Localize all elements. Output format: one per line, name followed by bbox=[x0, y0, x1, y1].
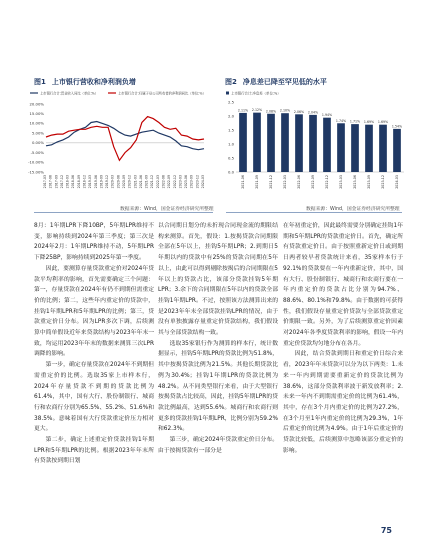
x-tick-label: 2019-03 bbox=[88, 175, 93, 189]
figure2-chart bbox=[220, 88, 410, 208]
y-tick-label: 10.00% bbox=[29, 120, 44, 126]
figure2-divider bbox=[226, 212, 402, 213]
series-line bbox=[46, 122, 204, 150]
x-tick-label: 2022-06 bbox=[161, 175, 166, 189]
bar-value-label: 1.54% bbox=[391, 124, 403, 129]
y-tick-label: 1.5 bbox=[227, 127, 234, 133]
x-tick-label: 2022-03 bbox=[155, 175, 160, 189]
legend-swatch bbox=[226, 92, 229, 95]
text-column-3 bbox=[283, 221, 403, 456]
x-tick-label: 2024-03 bbox=[201, 175, 205, 189]
x-tick-label: 2017-03 bbox=[43, 175, 47, 189]
x-tick-label: 2018-09 bbox=[76, 175, 81, 189]
bar bbox=[351, 124, 359, 172]
x-tick-label: 2021-06 bbox=[241, 175, 246, 189]
text-column-1 bbox=[34, 221, 154, 467]
x-tick-label: 2022-12 bbox=[325, 175, 330, 189]
x-tick-label: 2018-06 bbox=[71, 175, 76, 189]
x-tick-label: 2021-09 bbox=[255, 175, 260, 189]
x-tick-label: 2022-12 bbox=[172, 175, 177, 189]
x-tick-label: 2023-06 bbox=[353, 175, 358, 189]
text-column-2 bbox=[158, 221, 278, 456]
x-tick-label: 2023-03 bbox=[178, 175, 183, 189]
paragraph: 因此，要测算存量贷款重定价对2024年贷款平均利率的影响，首先需要确定三个问题：第一，存量贷款在2024年有仍不到期但需重定价的比例；第二，这些年内重定价的贷款中，挂钩1年期LPR和5年期LPR的比例；第三，贷款重定价日分布。因为LPR多次下调，后续测算中简单假设近年来贷款结构与2023年年末一致，均运用2023年年末的数据来测算三次LPR调降的影响。 bbox=[34, 265, 154, 358]
x-tick-label: 2020-09 bbox=[122, 175, 126, 189]
legend-entry: 上市银行合计:净息差（单位:%） bbox=[231, 91, 281, 96]
paragraph: 第三步，确定2024年贷款重定价日分布。由于按揭贷款有一部分是 bbox=[158, 437, 278, 454]
bar bbox=[267, 114, 275, 172]
x-tick-label: 2021-09 bbox=[144, 175, 149, 189]
bar-value-label: 2.06% bbox=[293, 109, 305, 114]
x-tick-label: 2023-06 bbox=[184, 175, 189, 189]
paragraph: 因此，结合贷款到期日和重定价日综合来看，2023年年末贷款可以分为以下两类：1.未来一年内到期需要重新定价的贷款比例为38.6%，这部分贷款利率波于新发放利率；2.未来一年内不到期需重定价的比例为61.4%，其中，存在3个月内重定价的比例为27.2%，在3个月至1年内重定价的比例为29.3%，1年后重定价的比例为4.9%。由于1年后重定价的贷款比较低，后续测算中忽略该部分重定价的影响。 bbox=[283, 351, 403, 454]
x-tick-label: 2023-12 bbox=[381, 175, 386, 189]
figure2-source: 数据来源：Wind，国金证券经济研究所整理 bbox=[306, 207, 400, 212]
y-tick-label: -15.00% bbox=[28, 169, 44, 175]
x-tick-label: 2018-12 bbox=[82, 175, 87, 189]
page-number: 75 bbox=[380, 526, 392, 535]
bar-value-label: 2.08% bbox=[265, 109, 277, 114]
bar-value-label: 1.71% bbox=[349, 119, 361, 124]
y-tick-label: 20.00% bbox=[29, 101, 44, 107]
paragraph: 8月：1年期LPR下降10BP，5年期LPR维持不变，影响持续到2024年第三季度；第三次是2024年2月：1年期LPR维持不动，5年期LPR下降25BP，影响持续到2025年第一季度。 bbox=[34, 223, 154, 262]
legend-entry: 上市银行合计:归属于母公司所有者的净利润同比（单位:%） bbox=[118, 91, 206, 96]
figure1-title bbox=[34, 77, 136, 87]
figure2-caption: 净息差已降至罕见低的水平 bbox=[242, 78, 327, 86]
bar bbox=[337, 123, 345, 172]
bar-value-label: 2.12% bbox=[251, 108, 263, 113]
x-tick-label: 2022-09 bbox=[311, 175, 316, 189]
x-tick-label: 2023-12 bbox=[195, 175, 200, 189]
y-tick-label: 15.00% bbox=[29, 111, 44, 117]
bar-value-label: 1.94% bbox=[321, 113, 333, 118]
bar-value-label: 2.10% bbox=[279, 108, 291, 113]
x-tick-label: 2022-09 bbox=[167, 175, 172, 189]
legend-entry: 上市银行合计:营业收入同比（单位:%） bbox=[40, 91, 99, 96]
y-tick-label: -10.00% bbox=[28, 159, 44, 165]
paragraph: 第二步，确定上述重定价贷款挂钩1年期LPR和5年期LPR的比例。根据2023年年末所有贷款按到期日划 bbox=[34, 437, 154, 465]
figure1-chart bbox=[24, 88, 212, 208]
figure2-title bbox=[225, 77, 327, 87]
x-tick-label: 2017-06 bbox=[48, 175, 53, 189]
y-tick-label: 2.0 bbox=[227, 113, 234, 119]
bar bbox=[281, 113, 289, 172]
bar bbox=[365, 125, 373, 172]
x-tick-label: 2020-03 bbox=[110, 175, 115, 189]
y-tick-label: 0.5 bbox=[227, 155, 234, 161]
x-tick-label: 2017-09 bbox=[54, 175, 59, 189]
x-tick-label: 2021-06 bbox=[138, 175, 143, 189]
x-tick-label: 2022-06 bbox=[297, 175, 302, 189]
x-tick-label: 2020-12 bbox=[127, 175, 132, 189]
x-tick-label: 2018-03 bbox=[65, 175, 70, 189]
paragraph: 在年初重定价，因此最终需要分别确定挂钩1年期和5年期LPR的贷款重定价日。首先，确定所有贷款重定价日。由于按照重新定价日或到期日两者较早者贷款统计来看，35家样本行于92.1%的贷款要在一年内重新定价，其中，国有大行、股份制银行、城商行和农商行要在一年内重定价的贷款占比分别为94.7%、88.6%、80.1%和79.8%。由于数据的可获得性，我们假设存量重定价贷款与全部贷款重定价期限一致。另外，为了后续测算重定价因素对2024年各季度贷款利率的影响，假设一年内重定价贷款均匀地分布在各月。 bbox=[283, 223, 403, 347]
bar bbox=[253, 113, 261, 172]
y-tick-label: 5.00% bbox=[31, 130, 44, 136]
x-tick-label: 2024-03 bbox=[395, 175, 400, 189]
y-tick-label: 1.0 bbox=[227, 141, 234, 147]
bar bbox=[323, 118, 331, 172]
x-tick-label: 2021-12 bbox=[150, 175, 155, 189]
x-tick-label: 2023-03 bbox=[339, 175, 344, 189]
x-tick-label: 2023-09 bbox=[367, 175, 372, 189]
y-tick-label: -5.00% bbox=[30, 149, 44, 155]
y-tick-label: 0.00% bbox=[31, 140, 44, 146]
bar bbox=[295, 114, 303, 172]
bar-value-label: 1.69% bbox=[377, 120, 389, 125]
x-tick-label: 2019-12 bbox=[105, 175, 110, 189]
x-tick-label: 2023-09 bbox=[189, 175, 194, 189]
paragraph: 选取35家银行作为测算的样本行，统计数据显示，挂钩5年期LPR的贷款比例为51.8%，其中按揭贷款比例为21.5%。其他长期贷款比例为30.4%；挂钩1年期LPR的贷款比例为48.2%。从不同类型银行来看，由于大型银行按揭贷款占比较高，因此，挂钩5年期LPR的贷款比例最高，达到55.6%。城商行和农商行则更多的贷款挂钩1年期LPR，比例分别为59.2%和62.3%。 bbox=[158, 340, 278, 433]
figure1-number: 图1 bbox=[34, 78, 46, 86]
x-tick-label: 2019-06 bbox=[93, 175, 98, 189]
bar bbox=[393, 129, 401, 172]
bar bbox=[309, 115, 317, 172]
figure1-caption: 上市银行营收和净利润负增 bbox=[51, 78, 136, 86]
figure2-number: 图2 bbox=[225, 78, 237, 86]
figure2-bar-chart bbox=[220, 88, 410, 204]
x-tick-label: 2021-12 bbox=[269, 175, 274, 189]
x-tick-label: 2021-03 bbox=[133, 175, 138, 189]
y-tick-label: 0.0 bbox=[227, 169, 234, 175]
figure1-divider bbox=[34, 212, 213, 213]
figure1-source: 数据来源：Wind，国金证券经济研究所整理 bbox=[120, 207, 214, 212]
figure1-line-chart bbox=[24, 88, 212, 204]
bar-value-label: 1.74% bbox=[335, 118, 347, 123]
bar-value-label: 2.04% bbox=[307, 110, 319, 115]
bar bbox=[379, 125, 387, 172]
bar bbox=[239, 113, 247, 172]
x-tick-label: 2017-12 bbox=[59, 175, 64, 189]
bar-value-label: 1.69% bbox=[363, 120, 375, 125]
series-line bbox=[46, 117, 204, 161]
bar-value-label: 2.11% bbox=[237, 108, 249, 113]
x-tick-label: 2020-06 bbox=[116, 175, 121, 189]
x-tick-label: 2022-03 bbox=[283, 175, 288, 189]
paragraph: 第一步，确定存量贷款在2024年不到期但需重定价的比例。选取35家上市样本行，2024年存量贷款不到期的贷款比例为61.4%，其中，国有大行、股份制银行、城商行和农商行分别为65.5%、55.2%、51.6%和38.5%。意味着国有大行贷款重定价压力相对更大。 bbox=[34, 362, 154, 433]
x-tick-label: 2019-09 bbox=[99, 175, 104, 189]
paragraph: 以合同期日划分的未折现合同现金流的期限结构来测算。首先，假设：1.按揭贷款合同期限全部在5年以上，挂钩5年期LPR；2.到期日5年期以内的贷款中有25%的贷款合同期在5年以上，由此可以得到剔除按揭后的合同期限在5年以上的贷款占比，该部分贷款挂钩5年期LPR；3.余下的合同期限在5年以内的贷款全部挂钩1年期LPR。不过，按照该方法测算出来的是2023年年末全部贷款挂钩LPR的情况，由于没有单独披露存量重定价贷款结构，我们假设其与全部贷款结构一致。 bbox=[158, 223, 278, 337]
y-tick-label: 2.5 bbox=[227, 99, 234, 105]
